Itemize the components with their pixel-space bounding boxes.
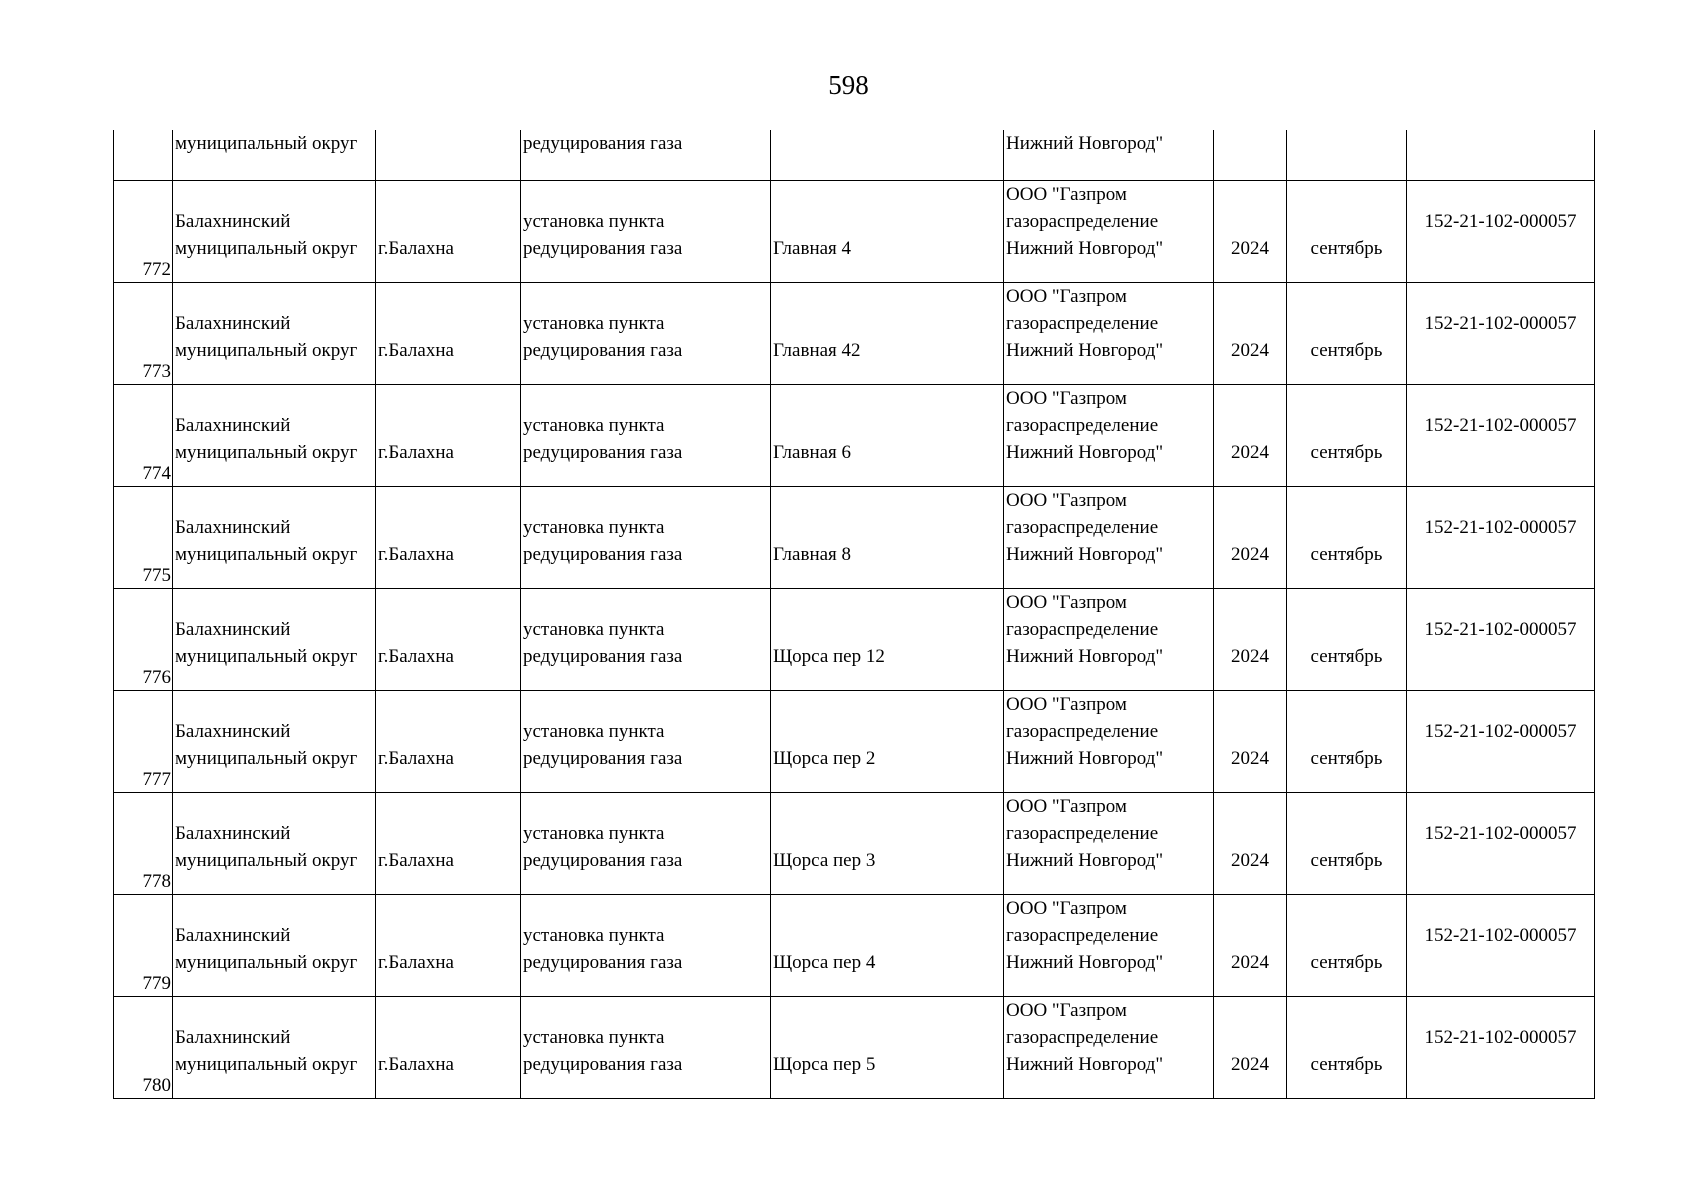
org-line-2: газораспределение <box>1006 210 1159 232</box>
district-text: муниципальный округ <box>175 133 358 154</box>
work-line-2: редуцирования газа <box>523 1053 683 1075</box>
address-cell <box>771 130 1004 180</box>
table-row <box>114 588 1595 690</box>
year-cell: 2024 <box>1214 486 1287 588</box>
org-line-1: ООО "Газпром <box>1006 897 1127 919</box>
year-cell: 2024 <box>1214 180 1287 282</box>
org-line-2: газораспределение <box>1006 414 1159 436</box>
org-line-2: газораспределение <box>1006 618 1159 640</box>
work-cell <box>521 282 771 384</box>
code-cell <box>1407 130 1595 180</box>
row-number: 780 <box>114 996 173 1098</box>
work-cell <box>521 690 771 792</box>
org-line-2: газораспределение <box>1006 720 1159 742</box>
month-cell: сентябрь <box>1287 588 1407 690</box>
district-cell <box>173 180 376 282</box>
org-line-1: ООО "Газпром <box>1006 693 1127 715</box>
work-line-1: установка пункта <box>523 1026 665 1048</box>
month-cell: сентябрь <box>1287 486 1407 588</box>
table-row <box>114 384 1595 486</box>
org-text: Нижний Новгород" <box>1006 133 1164 154</box>
org-line-2: газораспределение <box>1006 516 1159 538</box>
city-cell <box>376 130 521 180</box>
city-cell: г.Балахна <box>376 180 521 282</box>
district-cell <box>173 690 376 792</box>
city-cell: г.Балахна <box>376 690 521 792</box>
org-cell <box>1004 690 1214 792</box>
city-cell: г.Балахна <box>376 894 521 996</box>
district-line-1: Балахнинский <box>175 822 291 844</box>
code-cell: 152-21-102-000057 <box>1407 486 1595 588</box>
org-cell <box>1004 894 1214 996</box>
work-line-1: установка пункта <box>523 414 665 436</box>
month-cell: сентябрь <box>1287 384 1407 486</box>
work-line-1: установка пункта <box>523 618 665 640</box>
work-line-1: установка пункта <box>523 720 665 742</box>
table-row <box>114 282 1595 384</box>
year-cell: 2024 <box>1214 384 1287 486</box>
row-number: 774 <box>114 384 173 486</box>
district-line-1: Балахнинский <box>175 210 291 232</box>
city-cell: г.Балахна <box>376 384 521 486</box>
work-line-2: редуцирования газа <box>523 849 683 871</box>
work-line-2: редуцирования газа <box>523 237 683 259</box>
org-line-3: Нижний Новгород" <box>1006 645 1164 667</box>
page-number: 598 <box>828 70 869 100</box>
district-line-1: Балахнинский <box>175 720 291 742</box>
table-row <box>114 894 1595 996</box>
org-line-1: ООО "Газпром <box>1006 285 1127 307</box>
row-number: 775 <box>114 486 173 588</box>
org-cell <box>1004 996 1214 1098</box>
org-line-3: Нижний Новгород" <box>1006 441 1164 463</box>
code-cell: 152-21-102-000057 <box>1407 996 1595 1098</box>
month-cell: сентябрь <box>1287 894 1407 996</box>
work-line-1: установка пункта <box>523 210 665 232</box>
org-line-2: газораспределение <box>1006 1026 1159 1048</box>
table-row <box>114 690 1595 792</box>
org-line-2: газораспределение <box>1006 312 1159 334</box>
org-line-1: ООО "Газпром <box>1006 489 1127 511</box>
org-cell <box>1004 792 1214 894</box>
org-line-3: Нижний Новгород" <box>1006 747 1164 769</box>
org-line-1: ООО "Газпром <box>1006 591 1127 613</box>
address-cell: Щорса пер 5 <box>771 996 1004 1098</box>
district-line-1: Балахнинский <box>175 516 291 538</box>
address-cell: Щорса пер 4 <box>771 894 1004 996</box>
month-cell: сентябрь <box>1287 180 1407 282</box>
code-cell: 152-21-102-000057 <box>1407 894 1595 996</box>
registry-body <box>114 130 1595 1098</box>
work-cell <box>521 996 771 1098</box>
code-cell: 152-21-102-000057 <box>1407 792 1595 894</box>
row-number: 776 <box>114 588 173 690</box>
work-cell <box>521 384 771 486</box>
org-cell <box>1004 282 1214 384</box>
code-cell: 152-21-102-000057 <box>1407 384 1595 486</box>
district-cell <box>173 130 376 180</box>
district-line-1: Балахнинский <box>175 312 291 334</box>
table-row <box>114 996 1595 1098</box>
org-line-3: Нижний Новгород" <box>1006 849 1164 871</box>
district-cell <box>173 486 376 588</box>
table-row <box>114 792 1595 894</box>
city-cell: г.Балахна <box>376 588 521 690</box>
org-cell <box>1004 130 1214 180</box>
month-cell: сентябрь <box>1287 792 1407 894</box>
work-line-2: редуцирования газа <box>523 441 683 463</box>
district-cell <box>173 282 376 384</box>
district-cell <box>173 384 376 486</box>
district-line-2: муниципальный округ <box>175 849 358 871</box>
row-number: 773 <box>114 282 173 384</box>
org-cell <box>1004 384 1214 486</box>
district-line-2: муниципальный округ <box>175 645 358 667</box>
work-line-2: редуцирования газа <box>523 951 683 973</box>
org-line-1: ООО "Газпром <box>1006 387 1127 409</box>
work-cell <box>521 894 771 996</box>
month-cell: сентябрь <box>1287 282 1407 384</box>
year-cell: 2024 <box>1214 792 1287 894</box>
work-text: редуцирования газа <box>523 133 683 154</box>
org-line-1: ООО "Газпром <box>1006 183 1127 205</box>
org-line-3: Нижний Новгород" <box>1006 339 1164 361</box>
row-number: 779 <box>114 894 173 996</box>
work-cell <box>521 180 771 282</box>
work-line-1: установка пункта <box>523 516 665 538</box>
district-line-1: Балахнинский <box>175 924 291 946</box>
code-cell: 152-21-102-000057 <box>1407 690 1595 792</box>
org-line-3: Нижний Новгород" <box>1006 237 1164 259</box>
city-cell: г.Балахна <box>376 486 521 588</box>
work-cell <box>521 486 771 588</box>
district-cell <box>173 588 376 690</box>
work-line-1: установка пункта <box>523 312 665 334</box>
month-cell: сентябрь <box>1287 996 1407 1098</box>
district-cell <box>173 894 376 996</box>
district-cell <box>173 792 376 894</box>
work-line-2: редуцирования газа <box>523 645 683 667</box>
table-row <box>114 486 1595 588</box>
num-cell <box>114 130 173 180</box>
address-cell: Главная 4 <box>771 180 1004 282</box>
district-line-2: муниципальный округ <box>175 237 358 259</box>
work-line-1: установка пункта <box>523 924 665 946</box>
year-cell: 2024 <box>1214 588 1287 690</box>
year-cell: 2024 <box>1214 894 1287 996</box>
code-cell: 152-21-102-000057 <box>1407 588 1595 690</box>
district-line-2: муниципальный округ <box>175 951 358 973</box>
address-cell: Главная 42 <box>771 282 1004 384</box>
year-cell: 2024 <box>1214 282 1287 384</box>
org-line-1: ООО "Газпром <box>1006 795 1127 817</box>
month-cell <box>1287 130 1407 180</box>
address-cell: Главная 6 <box>771 384 1004 486</box>
year-cell <box>1214 130 1287 180</box>
month-cell: сентябрь <box>1287 690 1407 792</box>
address-cell: Щорса пер 3 <box>771 792 1004 894</box>
work-cell <box>521 130 771 180</box>
continuation-row <box>114 130 1595 180</box>
work-line-2: редуцирования газа <box>523 543 683 565</box>
district-line-2: муниципальный округ <box>175 747 358 769</box>
org-cell <box>1004 180 1214 282</box>
district-line-2: муниципальный округ <box>175 441 358 463</box>
district-cell <box>173 996 376 1098</box>
work-line-2: редуцирования газа <box>523 747 683 769</box>
district-line-1: Балахнинский <box>175 618 291 640</box>
city-cell: г.Балахна <box>376 792 521 894</box>
org-cell <box>1004 486 1214 588</box>
org-line-3: Нижний Новгород" <box>1006 1053 1164 1075</box>
city-cell: г.Балахна <box>376 996 521 1098</box>
org-line-3: Нижний Новгород" <box>1006 543 1164 565</box>
org-line-1: ООО "Газпром <box>1006 999 1127 1021</box>
code-cell: 152-21-102-000057 <box>1407 282 1595 384</box>
address-cell: Щорса пер 2 <box>771 690 1004 792</box>
registry-table <box>113 130 1595 1099</box>
org-cell <box>1004 588 1214 690</box>
address-cell: Щорса пер 12 <box>771 588 1004 690</box>
row-number: 772 <box>114 180 173 282</box>
work-cell <box>521 792 771 894</box>
work-line-1: установка пункта <box>523 822 665 844</box>
row-number: 777 <box>114 690 173 792</box>
district-line-1: Балахнинский <box>175 1026 291 1048</box>
work-cell <box>521 588 771 690</box>
district-line-2: муниципальный округ <box>175 1053 358 1075</box>
org-line-2: газораспределение <box>1006 924 1159 946</box>
city-cell: г.Балахна <box>376 282 521 384</box>
row-number: 778 <box>114 792 173 894</box>
org-line-3: Нижний Новгород" <box>1006 951 1164 973</box>
year-cell: 2024 <box>1214 996 1287 1098</box>
org-line-2: газораспределение <box>1006 822 1159 844</box>
district-line-2: муниципальный округ <box>175 339 358 361</box>
year-cell: 2024 <box>1214 690 1287 792</box>
table-row <box>114 180 1595 282</box>
address-cell: Главная 8 <box>771 486 1004 588</box>
district-line-2: муниципальный округ <box>175 543 358 565</box>
code-cell: 152-21-102-000057 <box>1407 180 1595 282</box>
work-line-2: редуцирования газа <box>523 339 683 361</box>
district-line-1: Балахнинский <box>175 414 291 436</box>
